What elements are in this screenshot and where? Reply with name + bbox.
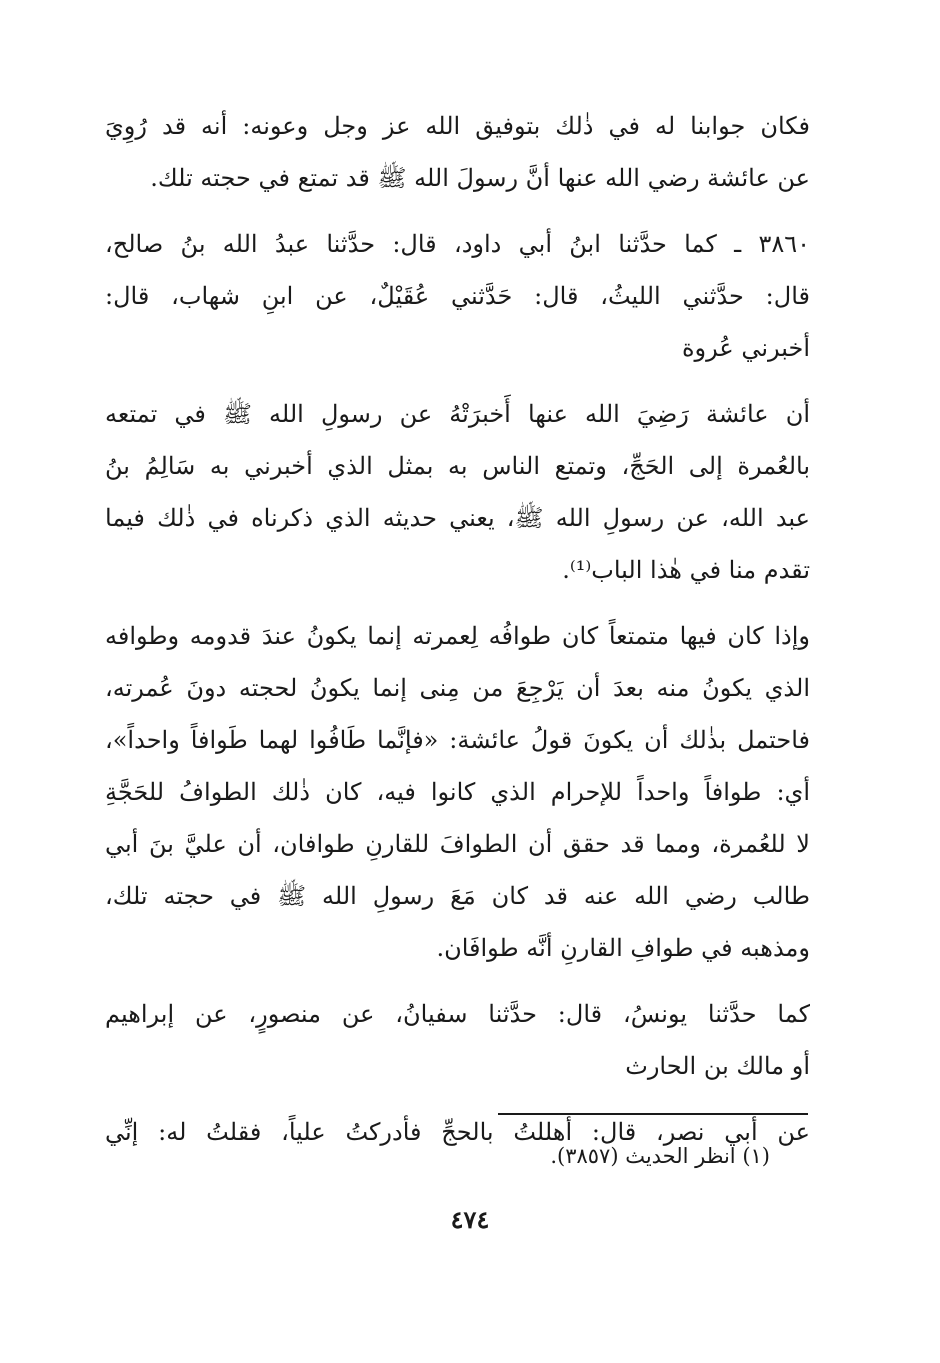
text-line: فاحتمل بذٰلك أن يكونَ قولُ عائشة: «فإنَّما طَافُوا لهما طَوافاً واحداً»، (105, 726, 810, 754)
text-line: قال: حدَّثني الليثُ، قال: حَدَّثني عُقَيْلٌ، عن ابنِ شهاب، قال: (105, 282, 810, 310)
text-line: وإذا كان فيها متمتعاً كان طوافُه لِعمرته إنما يكونُ عندَ قدومه وطوافه (105, 622, 810, 650)
text-line: طالب رضي الله عنه قد كان مَعَ رسولِ الله ﷺ في حجته تلك، (105, 882, 810, 910)
text-line: ومذهبه في طوافِ القارنِ أنَّه طوافَان. (436, 934, 810, 962)
paragraph-gap (105, 596, 810, 610)
text-line: الذي يكونُ منه بعدَ أن يَرْجِعَ من مِنى إنما يكونُ لحجته دونَ عُمرته، (105, 674, 810, 702)
text-line: تقدم منا في هٰذا الباب⁽¹⁾. (562, 556, 810, 584)
paragraph-gap (105, 1092, 810, 1106)
text-line: أخبرني عُروة (681, 334, 810, 362)
paragraph-commentary (105, 610, 810, 974)
footnote-divider (498, 1113, 808, 1115)
page-number: ٤٧٤ (450, 1205, 490, 1234)
paragraph-matn (105, 388, 810, 596)
paragraph-gap (105, 204, 810, 218)
text-line: أن عائشة رَضِيَ الله عنها أَخبرَتْهُ عن رسولِ الله ﷺ في تمتعه (105, 400, 810, 428)
text-line: بالعُمرة إلى الحَجِّ، وتمتع الناس به بمثل الذي أخبرني به سَالِمُ بنُ (105, 452, 810, 480)
paragraph-isnad (105, 988, 810, 1092)
footnote: (١) انظر الحديث (٣٨٥٧). (550, 1144, 770, 1168)
text-line: عبد الله، عن رسولِ الله ﷺ، يعني حديثه الذي ذكرناه في ذٰلك فيما (105, 504, 810, 532)
text-line: كما حدَّثنا يونسُ، قال: حدَّثنا سفيانُ، عن منصورٍ، عن إبراهيم (105, 1000, 810, 1028)
text-line: ٣٨٦٠ ـ كما حدَّثنا ابنُ أبي داود، قال: حدَّثنا عبدُ الله بنُ صالح، (105, 230, 810, 258)
text-line: فكان جوابنا له في ذٰلك بتوفيق الله عز وجل وعونه: أنه قد رُوِيَ (105, 112, 810, 140)
paragraph-gap (105, 974, 810, 988)
text-line: عن أبي نصر، قال: أهللتُ بالحجِّ فأدركتُ علياً، فقلتُ له: إنِّي (105, 1118, 810, 1146)
text-line: لا للعُمرة، ومما قد حقق أن الطوافَ للقارنِ طوافان، أن عليَّ بنَ أبي (105, 830, 810, 858)
paragraph-1 (105, 100, 810, 204)
text-line: عن عائشة رضي الله عنها أنَّ رسولَ الله ﷺ قد تمتع في حجته تلك. (150, 164, 810, 192)
text-line: أو مالك بن الحارث (625, 1052, 810, 1080)
text-line: أي: طوافاً واحداً للإحرام الذي كانوا فيه، كان ذٰلك الطوافُ للحَجَّةِ (105, 778, 810, 806)
paragraph-hadith-3860 (105, 218, 810, 374)
main-text (105, 100, 810, 1158)
paragraph-gap (105, 374, 810, 388)
